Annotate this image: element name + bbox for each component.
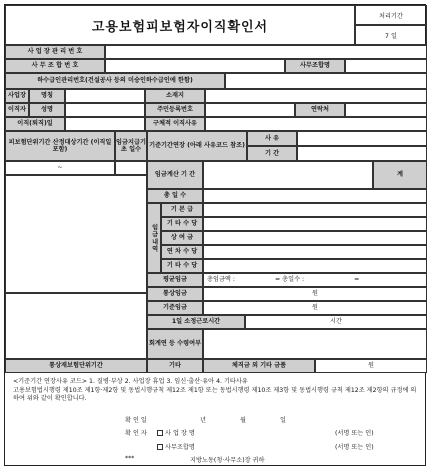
location-field[interactable] [205,89,427,103]
recipient-prefix: *** [125,455,135,462]
statement-text: 고용보험법시행령 제10조 제1항·제2항 및 동법시행규칙 제12조 제1항 또는 동법시행령 제10조 제3항 및 동법시행령 규칙 제12조 제2항의 규정에 의하여 위와 같이 확인합니다. [13,387,417,403]
other-allowance-1-field[interactable] [203,217,427,231]
annual-leave-field[interactable] [203,245,427,259]
unit-period-row-1[interactable] [5,161,115,175]
business-reg-no-field[interactable] [105,59,285,73]
wage-period-label: 임금계산 기 간 [147,161,203,189]
insurance-status-label: 회계연 등 수령여부 [147,329,203,359]
other-allowance-2-label: 기 타 수 당 [161,259,203,273]
reason-header: 사 유 [247,131,297,146]
total-days-field[interactable] [203,189,427,203]
confirm-date-label: 확 인 일 [125,417,147,424]
location-label: 소재지 [145,89,205,103]
base-wage-field[interactable] [203,301,427,315]
hours-unit: 시간 [330,318,342,326]
employer-sign: (서명 또는 인) [335,430,374,437]
leave-reason-field[interactable] [205,117,427,131]
employer-label: 사 업 장 명 [165,430,195,437]
company-name-field[interactable] [65,89,145,103]
leaver-name-field[interactable] [65,103,145,117]
month-label: 월 [240,417,246,424]
recipient-text: 지방노동(청·사무소)장 귀하 [190,457,265,464]
ordinary-wage-field[interactable] [203,287,427,301]
resident-no-label: 주민등록번호 [145,103,205,117]
form-container [4,4,426,466]
employer-checkbox[interactable] [157,430,163,436]
subcontract-no-label: 하수급인관리번호(건설공사 등의 미승인하수급인에 한함) [5,73,225,89]
avg-wage-field[interactable] [203,273,427,287]
subcontract-no-field[interactable] [225,73,427,89]
office-label: 사무조합명 [165,444,195,451]
leave-date-label: 이직(퇴직)일 [5,117,65,131]
wage-days-row-1[interactable] [115,161,147,175]
office-sign: (서명 또는 인) [335,444,374,451]
office-combo-field[interactable] [345,59,427,73]
basic-pay-field[interactable] [203,203,427,217]
special-amount-label: 체직금 외 기타 금품 [203,359,315,373]
period-field[interactable] [297,146,427,161]
office-checkbox-row[interactable] [157,442,195,451]
unit-period-header: 피보험단위기간 산정대상기간 (이직일 포함) [5,131,115,161]
range-dash: ~ [57,164,63,172]
avg-wage-days: = 총일수 : [274,276,305,284]
year-label: 년 [200,417,206,424]
ordinary-wage-label: 통상임금 [147,287,203,301]
basic-pay-label: 기 본 급 [161,203,203,217]
day-label: 일 [280,417,286,424]
bonus-field[interactable] [203,231,427,245]
extension-header: 기준기간연장 (아래 사유코드 참조) [147,131,247,161]
reason-field[interactable] [297,131,427,146]
daily-hours-field[interactable] [245,315,427,329]
employer-checkbox-row[interactable] [157,428,195,437]
leave-date-field[interactable] [65,117,145,131]
special-amount-unit: 원 [368,362,374,370]
bonus-label: 상 여 금 [161,231,203,245]
leave-reason-label: 구체적 이직사유 [145,117,205,131]
period-header: 기 간 [247,146,297,161]
special-amount-field[interactable] [315,359,427,373]
office-checkbox[interactable] [157,444,163,450]
other-label: 기타 [147,359,203,373]
total-header: 계 [373,161,427,189]
ordinary-wage-unit: 원 [312,290,318,298]
base-wage-label: 기준임금 [147,301,203,315]
business-reg-no-label: 사 무 조 합 번 호 [5,59,105,73]
office-combo-label: 사무조합명 [285,59,345,73]
company-name-label: 명칭 [29,89,65,103]
other-allowance-2-field[interactable] [203,259,427,273]
workplace-mgmt-no-field[interactable] [105,45,427,59]
daily-hours-label: 1일 소정근로시간 [147,315,245,329]
processing-period-label: 처리기간 [355,5,427,25]
leaver-label: 이직자 [5,103,29,117]
unpaid-period-label: 통상재보험단위기간 [5,359,147,373]
avg-wage-formula: 총임금액 : [207,276,235,284]
total-days-label: 총 일 수 [147,189,203,203]
other-allowance-1-label: 기 타 수 당 [161,217,203,231]
wage-days-header: 임금지급기초 일수 [115,131,147,161]
form-title: 고용보험피보험자이직확인서 [5,5,355,45]
confirmer-label: 확 인 자 [125,430,147,437]
leaver-name-label: 성명 [29,103,65,117]
avg-wage-label: 평균임금 [147,273,203,287]
annual-leave-label: 연 차 수 당 [161,245,203,259]
base-wage-unit: 원 [312,304,318,312]
avg-wage-eq: = [354,276,360,284]
wage-period-field[interactable] [203,161,373,189]
reason-codes-text: <기준기간 연장사유 코드> 1. 질병·부상 2. 사업장 휴업 3. 임신·출산·유아 4. 기타사유 [13,378,248,385]
processing-period-value: 7 일 [355,25,427,45]
lower-left-blank [5,293,147,359]
resident-no-field[interactable] [205,103,295,117]
insurance-status-field[interactable] [203,329,427,359]
phone-field[interactable] [345,103,427,117]
workplace-mgmt-no-label: 사 업 장 관 리 번 호 [5,45,105,59]
unit-period-body [5,175,147,293]
phone-label: 연락처 [295,103,345,117]
wage-details-label: 임금내역 [147,203,161,273]
company-label: 사업장 [5,89,29,103]
